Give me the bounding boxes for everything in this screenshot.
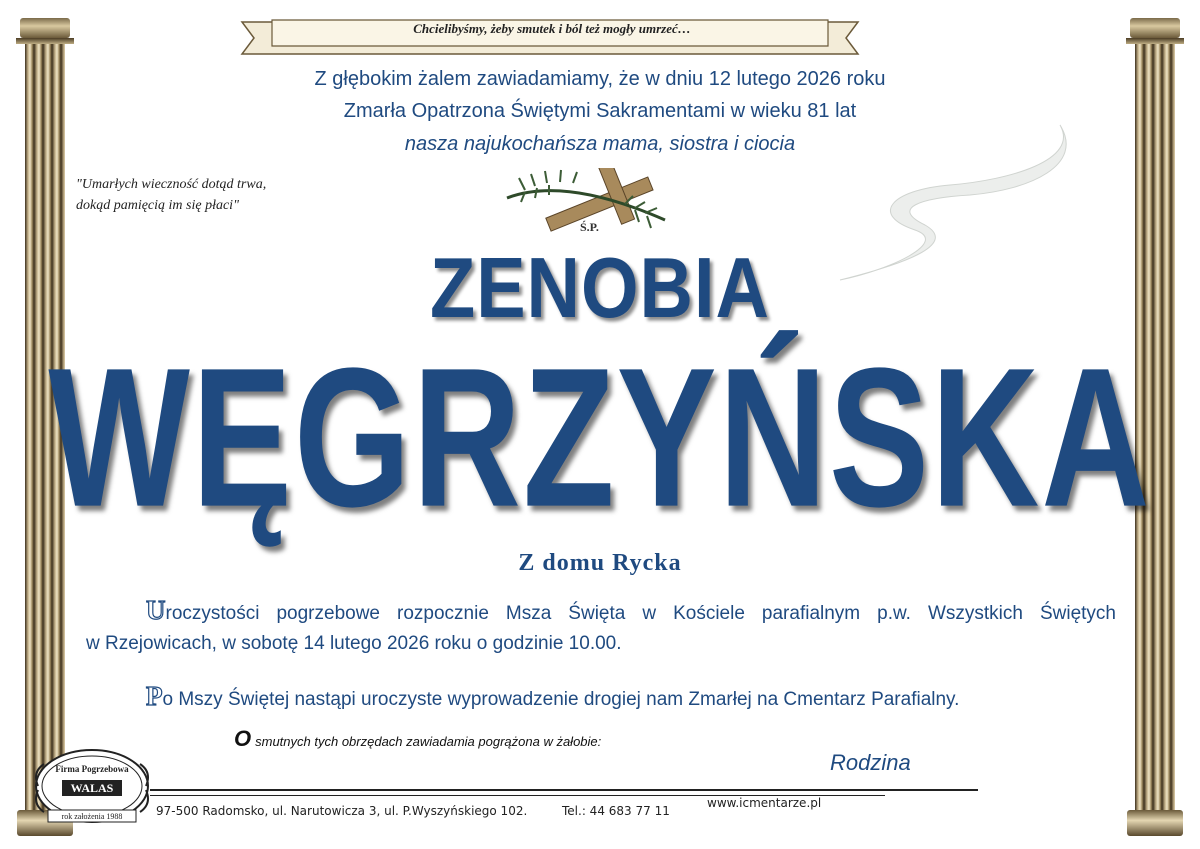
quote-line-1: "Umarłych wieczność dotąd trwa,: [76, 177, 267, 192]
ceremony-paragraph-1: [86, 595, 1116, 626]
quote-line-2: dokąd pamięcią im się płaci": [76, 198, 239, 213]
top-banner: [232, 16, 868, 58]
footer-phone: Tel.: 44 683 77 11: [562, 804, 670, 818]
funeral-home-logo-icon: [30, 742, 155, 827]
footer-website: www.icmentarze.pl: [707, 796, 822, 810]
logo-line-3: rok założenia 1988: [61, 812, 123, 821]
deceased-surname: WĘGRZYŃSKA: [48, 326, 1152, 548]
announcement-line-2: Zmarła Opatrzona Świętymi Sakramentami w wieku 81 lat: [343, 100, 857, 122]
signature: Rodzina: [830, 750, 911, 775]
logo-line-2: WALAS: [70, 781, 114, 795]
footer-divider: [150, 789, 978, 791]
emblem-label: Ś.P.: [580, 220, 599, 234]
banner-text: Chcielibyśmy, żeby smutek i ból też mogły umrzeć…: [413, 21, 691, 36]
ceremony-paragraph-1-text: roczystości pogrzebowe rozpocznie Msza Święta w Kościele parafialnym p.w. Wszystkich Świętych: [165, 603, 1116, 624]
deceased-first-name: ZENOBIA: [430, 239, 770, 336]
dropcap-u: U: [146, 595, 166, 625]
ceremony-paragraph-2: w Rzejowicach, w sobotę 14 lutego 2026 roku o godzinie 10.00.: [86, 633, 622, 654]
closing-text: smutnych tych obrzędach zawiadamia pogrążona w żałobie:: [255, 734, 602, 749]
closing-cap: O: [234, 726, 252, 751]
ceremony-paragraph-3: [146, 681, 959, 712]
announcement-line-1: Z głębokim żalem zawiadamiamy, że w dniu 12 lutego 2026 roku: [314, 68, 886, 90]
closing-line: [234, 726, 601, 752]
logo-line-1: Firma Pogrzebowa: [55, 764, 129, 774]
announcement-line-3: nasza najukochańsza mama, siostra i ciocia: [404, 133, 796, 155]
footer-address: 97-500 Radomsko, ul. Narutowicza 3, ul. P.Wyszyńskiego 102.: [156, 804, 528, 818]
maiden-name: Z domu Rycka: [518, 550, 682, 576]
dropcap-p: P: [146, 681, 163, 711]
ceremony-paragraph-3-text: o Mszy Świętej nastąpi uroczyste wyprowadzenie drogiej nam Zmarłej na Cmentarz Parafialny.: [162, 689, 960, 710]
